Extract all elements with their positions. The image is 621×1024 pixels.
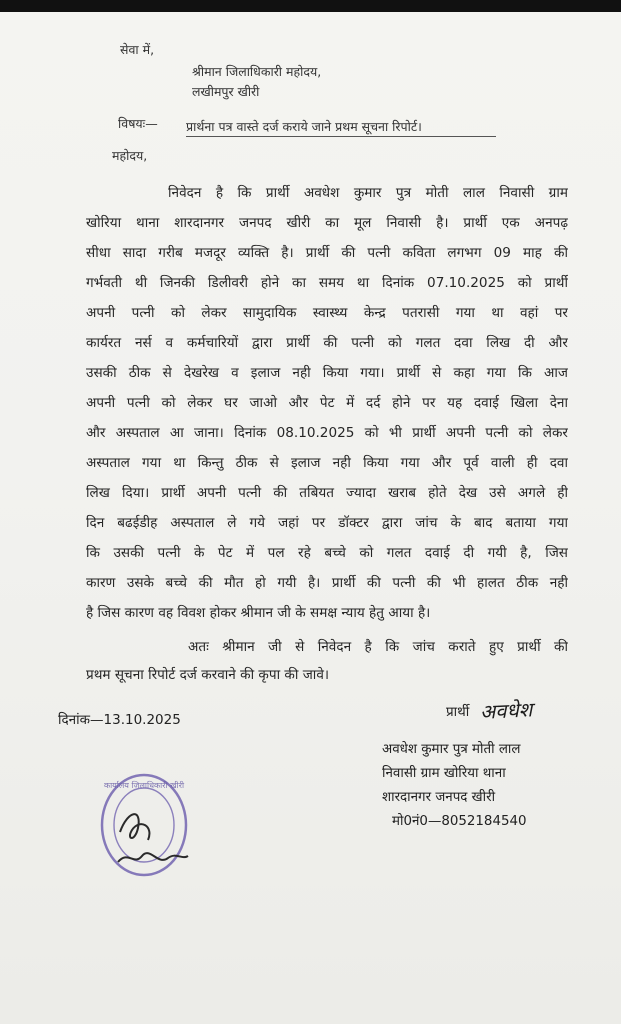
body-line: कि उसकी पत्नी के पेट में पल रहे बच्चे को गलत दवाई दी गयी है, जिस — [86, 545, 568, 561]
recipient-line-2: लखीमपुर खीरी — [192, 84, 260, 99]
body-line: सीधा सादा गरीब मजदूर व्यक्ति है। प्रार्थी की पत्नी कविता लगभग 09 माह की — [86, 245, 568, 261]
body-line: है जिस कारण वह विवश होकर श्रीमान जी के समक्ष न्याय हेतु आया है। — [86, 605, 431, 621]
greeting: महोदय, — [112, 148, 148, 163]
body-line: कार्यरत नर्स व कर्मचारियों द्वारा प्रार्थी की पत्नी को गलत दवा लिख दी और — [86, 335, 568, 351]
sender-phone: मो0नं0—8052184540 — [392, 814, 527, 829]
photo-top-edge — [0, 0, 621, 12]
body-line: और अस्पताल आ जाना। दिनांक 08.10.2025 को भी प्रार्थी अपनी पत्नी को लेकर — [86, 425, 568, 441]
sender-line: अवधेश कुमार पुत्र मोती लाल — [382, 742, 521, 757]
body-line: उसकी ठीक से देखरेख व इलाज नही किया गया। प्रार्थी से कहा गया कि आज — [86, 365, 568, 381]
salutation-to: सेवा में, — [120, 42, 155, 57]
closing-line-1: अतः श्रीमान जी से निवेदन है कि जांच कराते हुए प्रार्थी की — [188, 639, 568, 655]
body-line: अस्पताल गया था किन्तु ठीक से इलाज नही किया गया और पूर्व वाली ही दवा — [86, 455, 568, 471]
letter-date: दिनांक—13.10.2025 — [58, 712, 181, 728]
subject-label: विषयः— — [118, 116, 158, 131]
petitioner-label: प्रार्थी — [446, 704, 470, 720]
office-stamp — [98, 770, 190, 880]
body-line: खोरिया थाना शारदानगर जनपद खीरी का मूल निवासी है। प्रार्थी एक अनपढ़ — [86, 215, 568, 231]
body-line: लिख दिया। प्रार्थी अपनी पत्नी की तबियत ज्यादा खराब होते देख उसे अगले ही — [86, 485, 568, 501]
subject-text: प्रार्थना पत्र वास्ते दर्ज कराये जाने प्रथम सूचना रिपोर्ट। — [186, 119, 422, 134]
body-line: अपनी पत्नी को लेकर घर जाओ और पेट में दर्द होने पर यह दवाई खिला देना — [86, 395, 568, 411]
body-line: निवेदन है कि प्रार्थी अवधेश कुमार पुत्र मोती लाल निवासी ग्राम — [168, 185, 568, 201]
subject-underline — [186, 136, 496, 137]
body-line: अपनी पत्नी को लेकर सामुदायिक स्वास्थ्य केन्द्र पतरासी गया था वहां पर — [86, 305, 568, 321]
signature: अवधेश — [479, 697, 533, 724]
closing-line-2: प्रथम सूचना रिपोर्ट दर्ज करवाने की कृपा की जावे। — [86, 667, 330, 683]
recipient-line-1: श्रीमान जिलाधिकारी महोदय, — [192, 64, 322, 79]
sender-line: शारदानगर जनपद खीरी — [382, 790, 496, 805]
body-line: दिन बढईडीह अस्पताल ले गये जहां पर डॉक्टर द्वारा जांच के बाद बताया गया — [86, 515, 568, 531]
body-line: गर्भवती थी जिनकी डिलीवरी होने का समय था दिनांक 07.10.2025 को प्रार्थी — [86, 275, 568, 291]
sender-line: निवासी ग्राम खोरिया थाना — [382, 766, 506, 781]
body-line: कारण उसके बच्चे की मौत हो गयी है। प्रार्थी की पत्नी की भी हालत ठीक नही — [86, 575, 568, 591]
stamp-text: कार्यालय जिलाधिकारी खीरी — [103, 781, 185, 790]
